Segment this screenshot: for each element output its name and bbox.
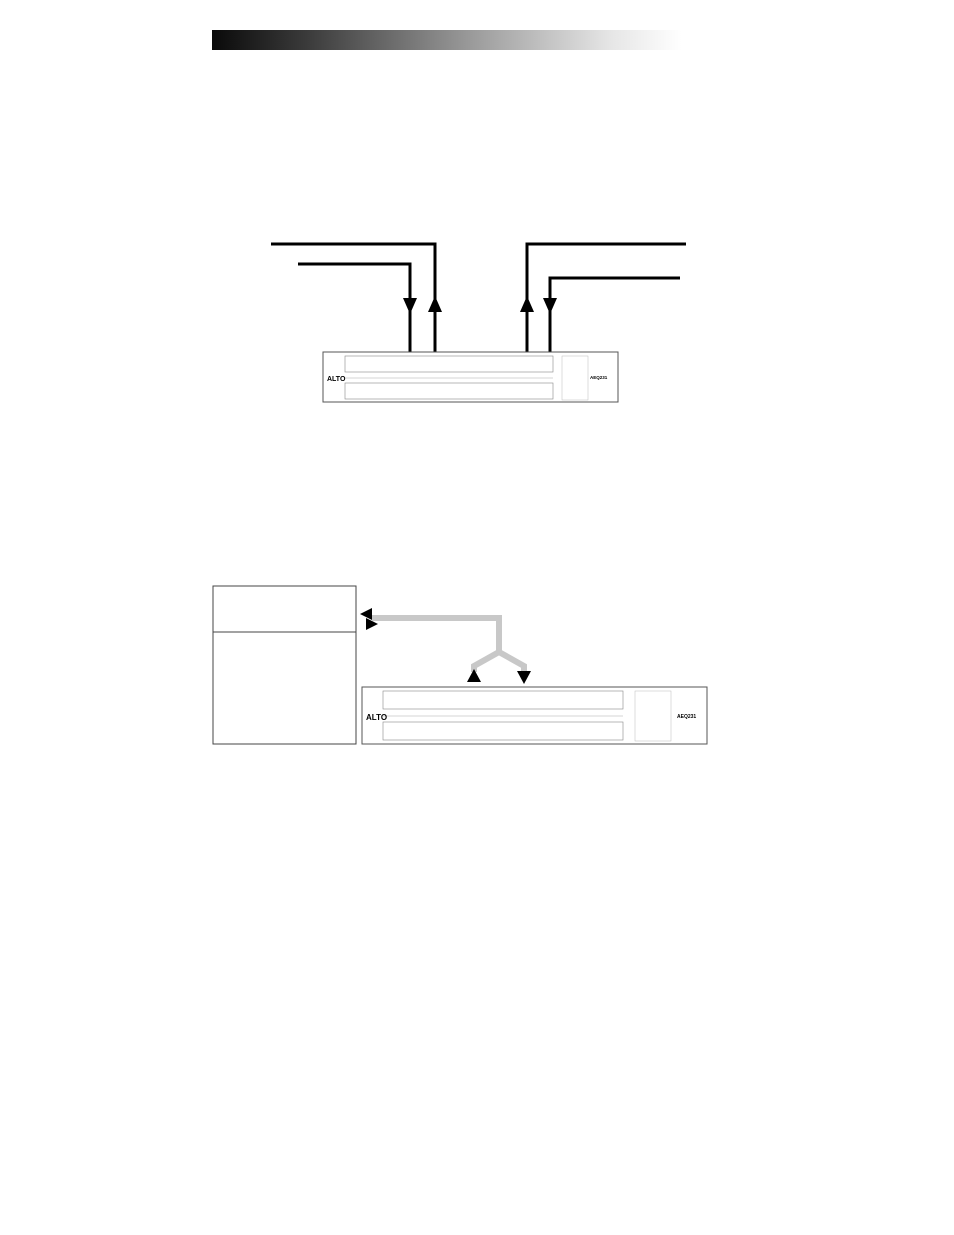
arrow-up-icon	[467, 669, 481, 682]
arrow-down-icon	[517, 671, 531, 684]
aeq231-front-panel	[362, 687, 707, 744]
device-logo: ALTO	[327, 376, 346, 383]
insert-cable	[372, 618, 524, 672]
device-logo: ALTO	[366, 713, 388, 722]
device-model: AEQ231	[590, 375, 608, 380]
mixer-illustration	[213, 586, 356, 744]
device-model: AEQ231	[677, 714, 697, 720]
